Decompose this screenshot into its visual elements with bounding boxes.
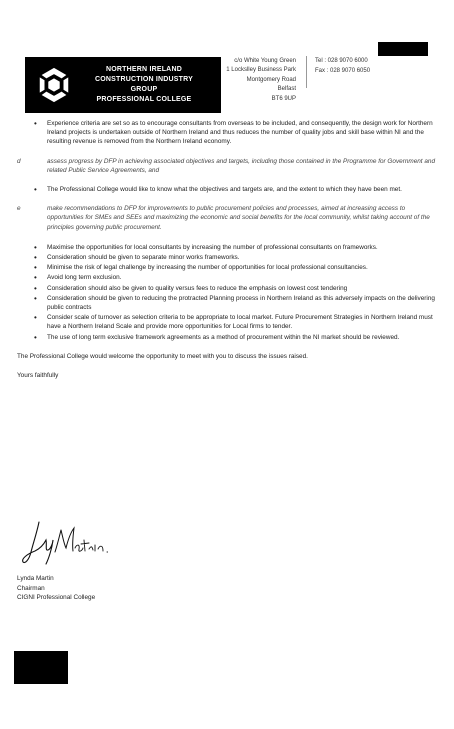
- bullet-point: • Consideration should be given to reducing the protracted Planning process in Northern Ireland as this adversely impacts on the delivering public contracts: [17, 294, 437, 312]
- contact-details: [306, 56, 370, 88]
- signatory-organisation: CIGNI Professional College: [17, 594, 96, 602]
- redaction-block-bottom: [14, 651, 68, 684]
- handwritten-signature: [17, 518, 137, 568]
- address-line: Montgomery Road: [246, 76, 296, 83]
- telephone-number: Tel : 028 9070 6000: [315, 58, 368, 64]
- recommendation-list: [17, 243, 437, 342]
- bullet-point: • Consider scale of turnover as selection criteria to be appropriate to local market. Future Procurement Strategies in Northern Ireland must have a Northern Ireland Scale and provide more opportunities for Local firms to tender.: [17, 313, 437, 331]
- item-letter: e: [17, 205, 21, 213]
- org-line: CONSTRUCTION INDUSTRY: [94, 76, 194, 83]
- bullet-point: • The Professional College would like to know what the objectives and targets are, and the extent to which they have been met.: [17, 185, 437, 194]
- salutation: Yours faithfully: [17, 372, 59, 380]
- item-text: assess progress by DFP in achieving associated objectives and targets, including those contained in the Programme for Government and related Public Service Agreements, and: [47, 157, 436, 174]
- organisation-name: [73, 65, 221, 105]
- letter-body: [17, 119, 437, 380]
- bullet-point: • Avoid long term exclusion.: [17, 273, 437, 282]
- signatory-title: Chairman: [17, 584, 45, 592]
- org-line: PROFESSIONAL COLLEGE: [96, 96, 192, 103]
- signature-block: [17, 574, 95, 603]
- closing-paragraph: The Professional College would welcome the opportunity to meet with you to discuss the issues raised.: [17, 352, 308, 360]
- org-line: NORTHERN IRELAND: [106, 66, 182, 73]
- bullet-point: • Minimise the risk of legal challenge by increasing the number of opportunities for local professional consultancies.: [17, 263, 437, 272]
- postal-address: [226, 57, 296, 104]
- bullet-point: • Maximise the opportunities for local consultants by increasing the number of professional consultants on frameworks.: [17, 243, 437, 252]
- bullet-point: • Consideration should also be given to quality versus fees to reduce the emphasis on lowest cost tendering: [17, 284, 437, 293]
- letterhead-logo: [25, 57, 221, 113]
- address-line: BT6 9UP: [271, 95, 296, 102]
- address-line: Belfast: [277, 86, 296, 93]
- org-line: GROUP: [130, 86, 158, 93]
- lettered-item-e: [17, 204, 437, 232]
- redaction-block-top: [378, 42, 428, 56]
- address-line: c/o White Young Green: [234, 58, 296, 64]
- bullet-point: • The use of long term exclusive framework agreements as a method of procurement within the NI market should be reviewed.: [17, 333, 437, 342]
- item-letter: d: [17, 157, 21, 165]
- hexagon-logo-icon: [35, 66, 73, 104]
- item-text: make recommendations to DFP for improvements to public procurement policies and processes, aimed at increasing access to opportunities for SMEs and SEEs and maximizing the economic and social benefits for the local community, whilst taking account of the principles governing public procurement.: [47, 205, 430, 231]
- fax-number: Fax : 028 9070 6050: [315, 68, 371, 74]
- address-line: 1 Lockslley Business Park: [226, 67, 296, 74]
- lettered-item-d: [17, 157, 437, 175]
- bullet-point: • Consideration should be given to separate minor works frameworks.: [17, 253, 437, 262]
- bullet-point: • Experience criteria are set so as to encourage consultants from overseas to be included, and consequently, the design work for Northern Ireland projects is undertaken outside of Northern Ireland and thus reduces the number of quality jobs and skill base within NI and the resulting revenue is removed from the Northern Ireland economy.: [17, 119, 437, 147]
- signatory-name: Lynda Martin: [17, 575, 54, 582]
